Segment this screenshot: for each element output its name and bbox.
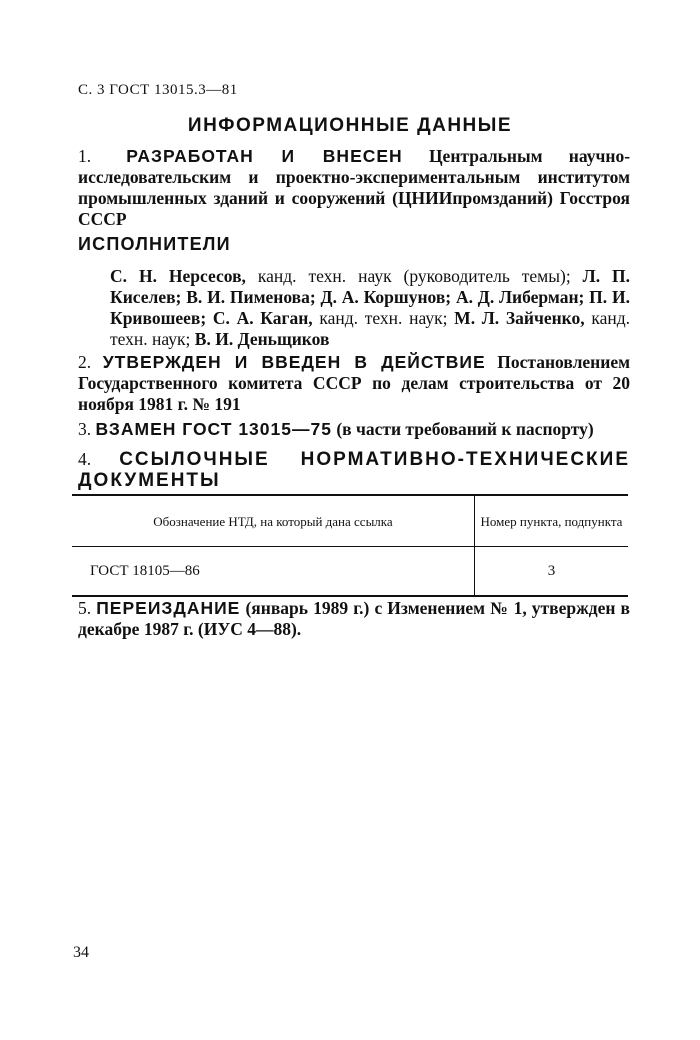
page-number: 34 — [73, 944, 89, 961]
executors-list — [110, 266, 630, 350]
item-1-lead: РАЗРАБОТАН И ВНЕСЕН — [126, 146, 403, 166]
item-5-reissue — [78, 598, 630, 640]
page-header: С. 3 ГОСТ 13015.3—81 — [78, 82, 238, 98]
item-2-approved — [78, 352, 630, 415]
item-3-text: (в части требований к паспорту) — [336, 419, 594, 439]
item-3-replaces — [78, 419, 630, 440]
item-3-lead: ВЗАМЕН ГОСТ 13015—75 — [95, 419, 332, 439]
item-2-lead: УТВЕРЖДЕН И ВВЕДЕН В ДЕЙСТВИЕ — [102, 352, 486, 372]
executor-note: канд. техн. наук; — [319, 308, 448, 328]
table-header-document: Обозначение НТД, на который дана ссылка — [72, 496, 475, 547]
item-2-text: Постановлением Государственного комитета СССР по делам строительства от 20 ноября 1981 г. № 191 — [78, 352, 631, 414]
page-title: ИНФОРМАЦИОННЫЕ ДАННЫЕ — [187, 115, 513, 136]
item-3-number: 3. — [78, 419, 92, 439]
executors-heading: ИСПОЛНИТЕЛИ — [78, 234, 231, 254]
item-5-number: 5. — [78, 598, 92, 618]
reference-table — [72, 494, 628, 597]
table-row — [72, 547, 628, 596]
item-1-text: Центральным научно-исследовательским и проектно-экспериментальным институтом промышленных зданий и сооружений (ЦНИИпромзданий) Госстроя СССР — [78, 146, 631, 229]
item-5-lead: ПЕРЕИЗДАНИЕ — [96, 598, 241, 618]
table-header-clause: Номер пункта, подпункта — [475, 496, 629, 547]
executor-name: Л. П. Киселев; В. И. Пименова; Д. А. Коршунов; А. Д. Либерман; П. И. Кривошеев; С. А. Каган, — [110, 266, 631, 328]
executor-note: канд. техн. наук; — [110, 308, 631, 349]
executor-name: С. Н. Нерсесов, — [110, 266, 246, 286]
table-cell-document: ГОСТ 18105—86 — [72, 547, 475, 596]
item-5-text: (январь 1989 г.) с Изменением № 1, утвержден в декабре 1987 г. (ИУС 4—88). — [78, 598, 631, 639]
executor-note: канд. техн. наук (руководитель темы); — [257, 266, 571, 286]
item-4-lead: ССЫЛОЧНЫЕ НОРМАТИВНО-ТЕХНИЧЕСКИЕ ДОКУМЕНТЫ — [78, 449, 630, 491]
item-2-number: 2. — [78, 352, 92, 372]
item-4-number: 4. — [78, 449, 92, 469]
table-cell-clause: 3 — [547, 562, 556, 579]
executor-name: В. И. Деньщиков — [194, 329, 330, 349]
item-1-developed — [78, 146, 630, 230]
item-4-references — [78, 449, 630, 491]
executor-name: М. Л. Зайченко, — [454, 308, 585, 328]
item-1-number: 1. — [78, 146, 92, 166]
